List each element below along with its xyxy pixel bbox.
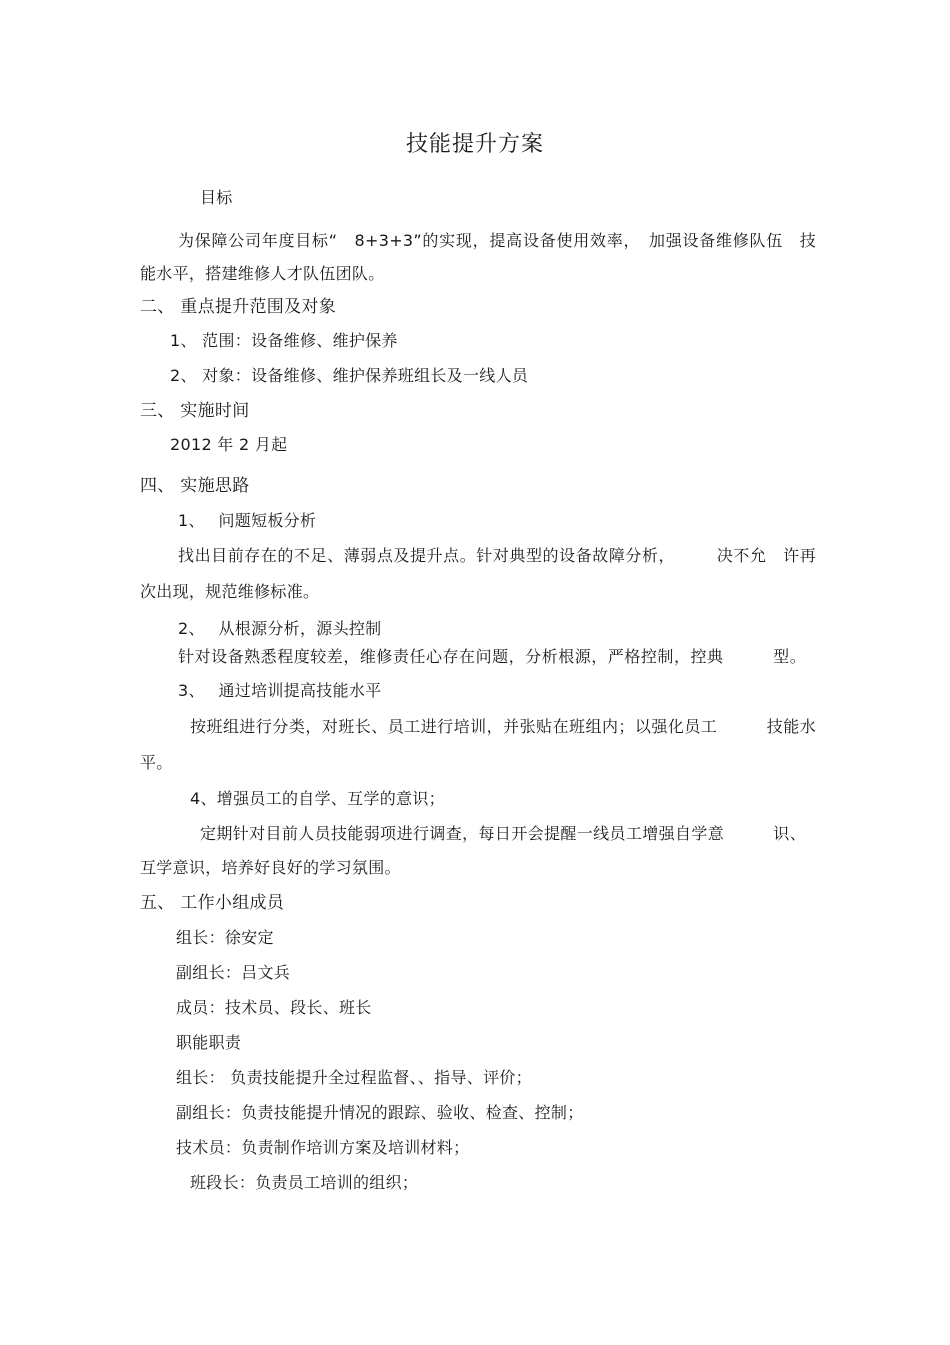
section4-sub1-line2: 次出现，规范维修标准。	[140, 582, 320, 601]
section2-heading: 二、 重点提升范围及对象	[140, 297, 337, 317]
section4-sub3-line1: 按班组进行分类，对班长、员工进行培训，并张贴在班组内；以强化员工 技能水	[190, 717, 816, 736]
section4-heading: 四、 实施思路	[140, 476, 250, 496]
section4-sub1-line1: 找出目前存在的不足、薄弱点及提升点。针对典型的设备故障分析， 决不允 许再	[178, 546, 816, 565]
section4-sub4-line1: 定期针对目前人员技能弱项进行调查，每日开会提醒一线员工增强自学意 识、	[200, 824, 806, 843]
section2-item2: 2、 对象：设备维修、维护保养班组长及一线人员	[170, 366, 529, 385]
duty-technician: 技术员：负责制作培训方案及培训材料；	[176, 1138, 470, 1157]
team-deputy-leader: 副组长：吕文兵	[176, 963, 291, 982]
section4-sub4-title: 4、增强员工的自学、互学的意识；	[190, 789, 445, 808]
section4-sub1-title: 1、 问题短板分析	[178, 511, 317, 530]
section2-item1: 1、 范围：设备维修、维护保养	[170, 331, 398, 350]
section4-sub4-line2: 互学意识，培养好良好的学习氛围。	[140, 858, 401, 877]
section4-sub3-line2: 平。	[140, 753, 173, 772]
duties-heading: 职能职责	[176, 1033, 242, 1052]
section3-text: 2012 年 2 月起	[170, 435, 288, 454]
document-title: 技能提升方案	[405, 132, 544, 157]
duty-squad-leader: 班段长：负责员工培训的组织；	[190, 1173, 419, 1192]
section5-heading: 五、 工作小组成员	[140, 893, 285, 913]
goal-text-line1: 为保障公司年度目标“ 8+3+3”的实现，提高设备使用效率， 加强设备维修队伍 技	[178, 231, 816, 250]
section3-heading: 三、 实施时间	[140, 401, 250, 421]
goal-heading: 目标	[200, 188, 233, 207]
section4-sub2-title: 2、 从根源分析，源头控制	[178, 619, 382, 638]
duty-leader: 组长： 负责技能提升全过程监督、、指导、评价；	[176, 1068, 532, 1087]
team-members: 成员：技术员、段长、班长	[176, 998, 372, 1017]
duty-deputy-leader: 副组长：负责技能提升情况的跟踪、验收、检查、控制；	[176, 1103, 584, 1122]
team-leader: 组长：徐安定	[176, 928, 274, 947]
goal-text-line2: 能水平，搭建维修人才队伍团队。	[140, 264, 385, 283]
section4-sub2-line1: 针对设备熟悉程度较差，维修责任心存在问题，分析根源，严格控制，控典 型。	[178, 647, 806, 666]
section4-sub3-title: 3、 通过培训提高技能水平	[178, 681, 382, 700]
